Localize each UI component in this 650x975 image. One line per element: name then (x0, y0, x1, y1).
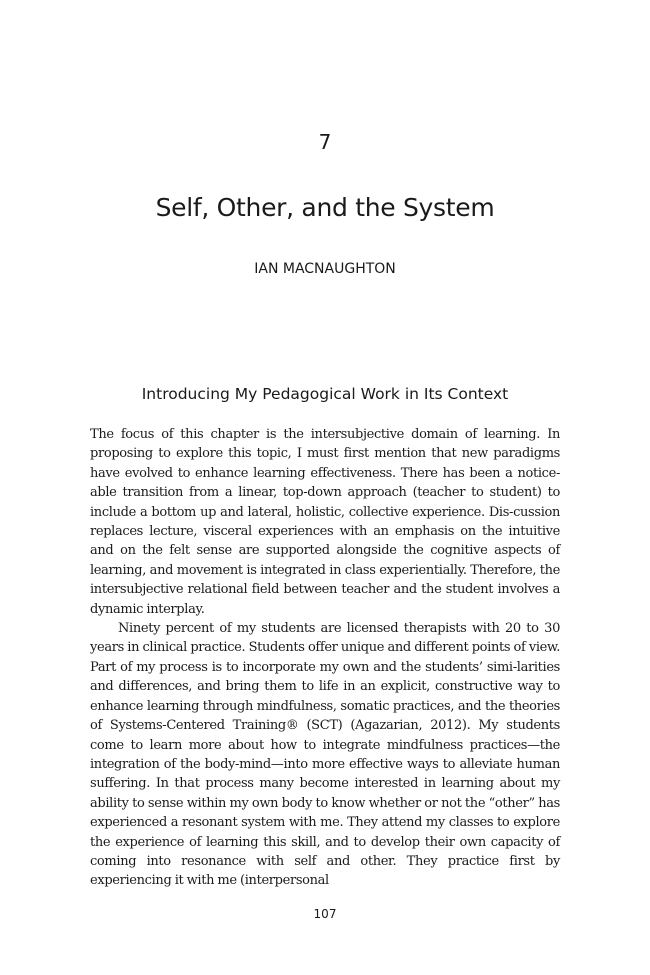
paragraph: Ninety percent of my students are licensed therapists with 20 to 30 years in clinical practice. Students offer unique and different points of view. Part of my process is to incorporate my own and the students’ simi-larities and differences, and bring them to life in an explicit, constructive way to enhance learning through mindfulness, somatic practices, and the theories of Systems-Centered Training® (SCT) (Agazarian, 2012). My students come to learn more about how to integrate mindfulness practices—the integration of the body-mind—into more effective ways to alleviate human suffering. In that process many become interested in learning about my ability to sense within my own body to know whether or not the “other” has experienced a resonant system with me. They attend my classes to explore the experience of learning this skill, and to develop their own capacity of coming into resonance with self and other. They practice first by experiencing it with me (interpersonal (90, 621, 560, 889)
page-number: 107 (313, 907, 337, 921)
section-heading: Introducing My Pedagogical Work in Its Context (141, 385, 509, 403)
body-text (90, 425, 560, 891)
chapter-number: 7 (318, 130, 332, 154)
chapter-author: IAN MACNAUGHTON (254, 261, 396, 277)
paragraph: The focus of this chapter is the intersubjective domain of learning. In proposing to explore this topic, I must first mention that new paradigms have evolved to enhance learning effectiveness. There has been a notice-able transition from a linear, top-down approach (teacher to student) to include a bottom up and lateral, holistic, collective experience. Dis-cussion replaces lecture, visceral experiences with an emphasis on the intuitive and on the felt sense are supported alongside the cognitive aspects of learning, and movement is integrated in class experientially. Therefore, the intersubjective relational field between teacher and the student involves a dynamic interplay. (90, 427, 560, 617)
chapter-title: Self, Other, and the System (155, 193, 495, 222)
